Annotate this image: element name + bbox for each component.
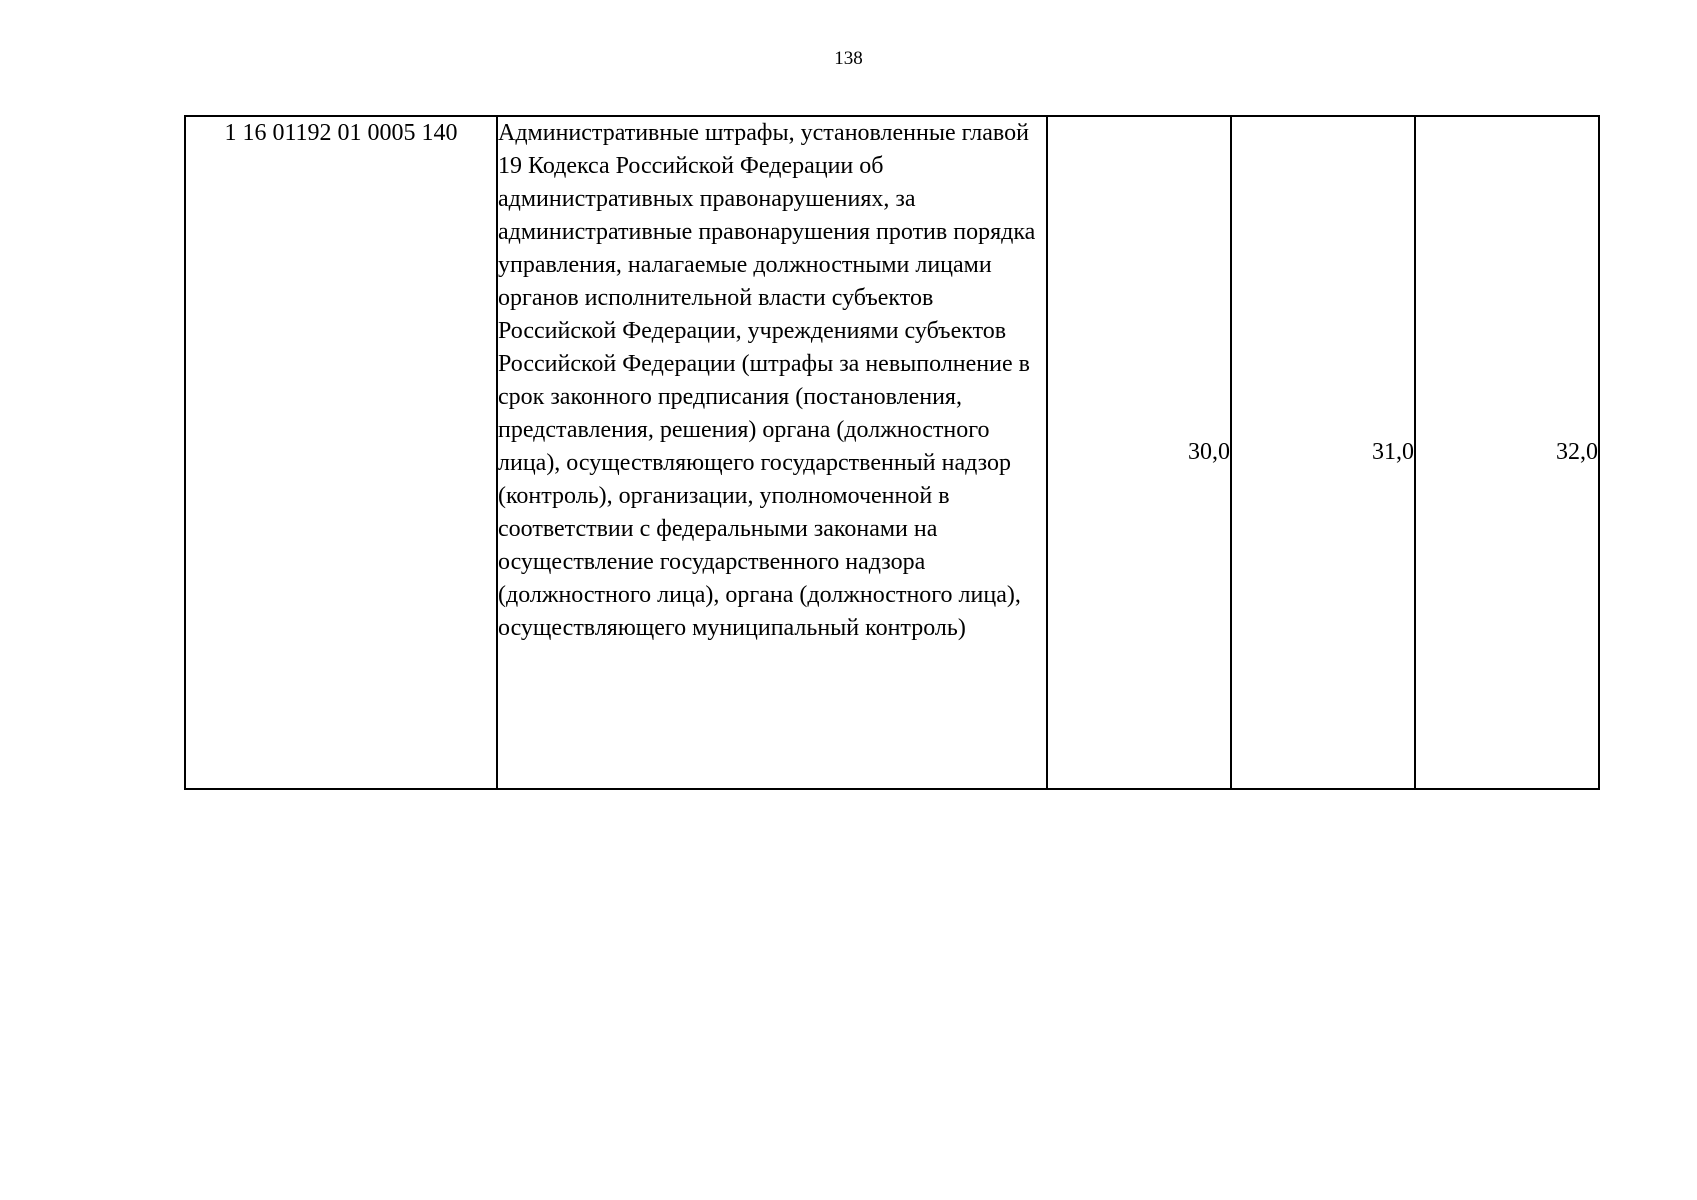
budget-classification-code: 1 16 01192 01 0005 140 bbox=[185, 116, 497, 789]
revenue-description: Административные штрафы, установленные главой 19 Кодекса Российской Федерации об административных правонарушениях, за административные правонарушения против порядка управления, налагаемые должностными лицами органов исполнительной власти субъектов Российской Федерации, учреждениями субъектов Российской Федерации (штрафы за невыполнение в срок законного предписания (постановления, представления, решения) органа (должностного лица), осуществляющего государственный надзор (контроль), организации, уполномоченной в соответствии с федеральными законами на осуществление государственного надзора (должностного лица), органа (должностного лица), осуществляющего муниципальный контроль) bbox=[497, 116, 1047, 789]
amount-year-2: 31,0 bbox=[1231, 116, 1415, 789]
budget-table bbox=[184, 115, 1600, 790]
page-number: 138 bbox=[834, 48, 863, 69]
table-row bbox=[185, 116, 1599, 789]
amount-year-1: 30,0 bbox=[1047, 116, 1231, 789]
amount-year-3: 32,0 bbox=[1415, 116, 1599, 789]
